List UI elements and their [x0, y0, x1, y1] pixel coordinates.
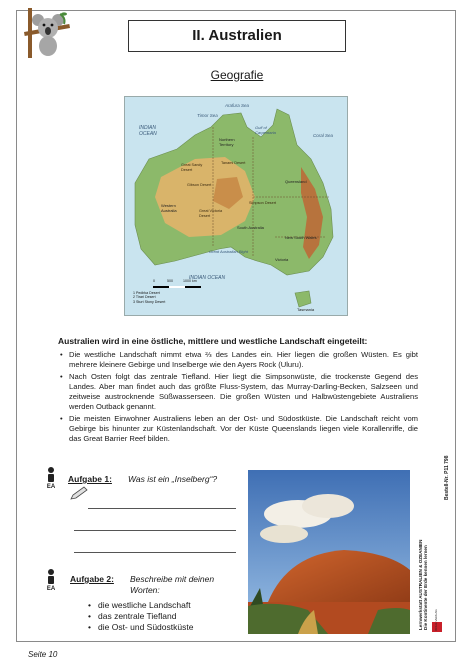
map-label-south-australia: South Australia: [237, 225, 264, 230]
task1-badge: [44, 466, 58, 490]
map-label-gulf: Gulf of Carpentaria: [255, 125, 276, 135]
map-label-western-australia: Western Australia: [161, 203, 177, 213]
map-label-queensland: Queensland: [285, 179, 307, 184]
uluru-image: [248, 470, 410, 634]
map-scale-0: 0: [153, 279, 155, 283]
info-bullet: • Die westliche Landschaft nimmt etwa ⅔ des Landes ein. Hier liegen die großen Wüsten. Es gibt mehrere kleinere Gebirge und Inselberge wie den Ayers Rock (Uluru).: [60, 350, 418, 370]
title-box: [128, 20, 346, 52]
answer-line[interactable]: [74, 530, 236, 531]
person-icon: [45, 466, 57, 482]
publisher-name: KOHL-VERLAG: [434, 609, 438, 631]
task1-label: Aufgabe 1:: [68, 474, 112, 484]
australia-map: [124, 96, 348, 316]
map-label-gibson: Gibson Desert: [187, 183, 212, 187]
page-title: II. Australien: [192, 27, 282, 44]
intro-text: Australien wird in eine östliche, mittlere und westliche Landschaft eingeteilt:: [58, 336, 368, 346]
task2-badge-label: EA: [46, 586, 56, 592]
task2-item: • das zentrale Tiefland: [88, 611, 193, 622]
task2-item: • die westliche Landschaft: [88, 600, 193, 611]
task1-badge-label: EA: [46, 484, 56, 490]
map-graphic: [125, 97, 348, 316]
answer-line[interactable]: [74, 552, 236, 553]
task2-badge: [44, 568, 58, 592]
map-legend: [133, 291, 165, 304]
map-label-indian-ocean-top: INDIAN OCEAN: [139, 125, 157, 137]
info-bullet: • Die meisten Einwohner Australiens leben an der Ost- und Südostküste. Die Landschaft reicht vom Gebirge bis hinunter zur Küstenlandschaft. Vor der Küste Queenslands liegen viele Korallenriffe, die das Great Barrier Reef bilden.: [60, 414, 418, 444]
order-number-text: Bestell-Nr. P11 798: [444, 455, 450, 500]
map-label-great-sandy: Great Sandy Desert: [181, 163, 203, 172]
map-label-great-victoria: Great Victoria Desert: [199, 209, 223, 218]
map-label-timor-sea: Timor Sea: [197, 113, 218, 118]
map-label-coral-sea: Coral Sea: [313, 133, 334, 138]
sidebar-line-2: Die Kontinente der Erde kennen lernen: [423, 545, 428, 630]
publisher-logo: [430, 604, 444, 634]
map-label-indian-ocean-bottom: INDIAN OCEAN: [189, 275, 226, 281]
map-label-tasmania: Tasmania: [297, 307, 315, 312]
map-scale-500: 500: [167, 279, 173, 283]
map-label-simpson: Simpson Desert: [249, 201, 277, 205]
map-label-northern-territory: Northern Territory: [219, 137, 235, 147]
task2-list: [88, 600, 193, 633]
info-bullet: • Nach Osten folgt das zentrale Tiefland. Hier liegt die Simpsonwüste, die trockenste Gegend des Landes. Aber man findet auch das größte Fluss-System, das Murray-Darling-Becken, Salzseen und zeitweise austrocknende Süßwasserseen. Die großen Wüsten und Halbwüstengebiete Australiens werden Outback genannt.: [60, 372, 418, 412]
koala-illustration: [24, 8, 70, 58]
person-icon: [45, 568, 57, 584]
info-bullet-list: [60, 350, 418, 446]
map-legend-item: 1 Pedirka Desert: [133, 291, 160, 295]
map-scale-1000: 1000 km: [183, 279, 197, 283]
task2-item: • die Ost- und Südostküste: [88, 622, 193, 633]
task2-question: Beschreibe mit deinen Worten:: [130, 574, 215, 595]
order-number: [444, 420, 454, 500]
map-label-new-south-wales: New South Wales: [285, 235, 317, 240]
answer-line[interactable]: [88, 508, 236, 509]
sidebar-line-1: Lernwerkstatt AUSTRALIEN & OZEANIEN: [418, 539, 423, 630]
map-label-great-australian-bight: Great Australian Bight: [209, 249, 248, 254]
task2-label: Aufgabe 2:: [70, 574, 114, 584]
task1-question: Was ist ein „Inselberg“?: [128, 474, 218, 484]
map-label-tanami: Tanami Desert: [221, 161, 246, 165]
section-heading: Geografie: [210, 68, 264, 82]
map-label-victoria: Victoria: [275, 257, 289, 262]
map-legend-item: 3 Sturt Stony Desert: [133, 299, 166, 304]
map-legend-item: 2 Tirari Desert: [133, 295, 156, 300]
pencil-icon: [70, 486, 88, 500]
page-number: Seite 10: [28, 650, 58, 659]
map-label-arafura-sea: Arafura Sea: [225, 103, 250, 108]
publisher-logo-icon: [430, 604, 444, 634]
uluru-photo: [248, 470, 410, 634]
